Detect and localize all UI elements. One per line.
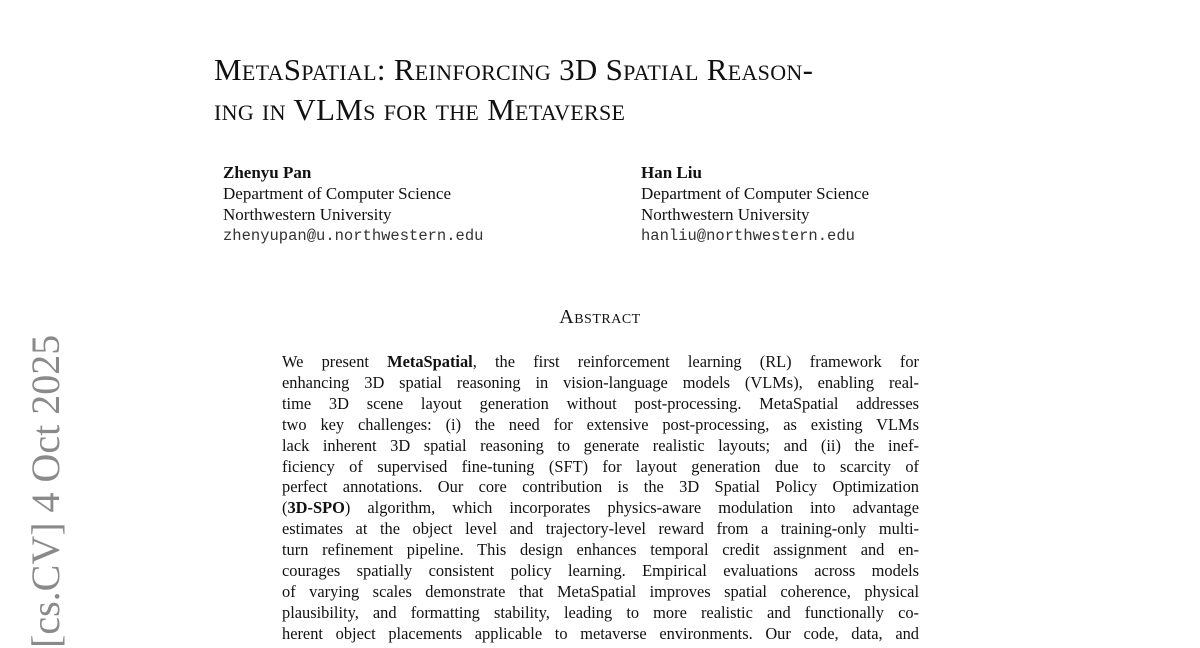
abstract-text: herent object placements applicable to metaverse environments. Our code, data, and: [282, 623, 919, 643]
abstract-line: [282, 373, 919, 394]
author-block-1: [223, 162, 483, 247]
abstract-text: ) algorithm, which incorporates physics-aware modulation into advantage: [344, 498, 919, 518]
author-email: zhenyupan@u.northwestern.edu: [223, 227, 484, 245]
abstract-text: (: [282, 498, 288, 518]
abstract-text: time 3D scene layout generation without post-processing. MetaSpatial addresses: [282, 393, 919, 413]
abstract-line: [282, 394, 919, 415]
abstract-line: [282, 457, 919, 478]
abstract-line: [282, 415, 919, 436]
abstract-line: [282, 477, 919, 498]
abstract-bold-term: MetaSpatial: [387, 352, 473, 371]
abstract-text: We present: [282, 352, 388, 371]
abstract-text: , the first reinforcement learning (RL) framework for: [472, 352, 919, 371]
arxiv-stamp: [cs.CV] 4 Oct 2025: [23, 334, 68, 648]
abstract-line: [282, 624, 919, 645]
abstract-line: [282, 436, 919, 457]
abstract-line: [282, 519, 919, 540]
abstract-line: [282, 561, 919, 582]
abstract-text: courages spatially consistent policy learning. Empirical evaluations across models: [282, 561, 919, 581]
abstract-line: [282, 540, 919, 561]
author-name: Zhenyu Pan: [223, 163, 312, 182]
author-block-2: [641, 162, 869, 247]
abstract-text: two key challenges: (i) the need for extensive post-processing, as existing VLMs: [282, 414, 919, 434]
abstract-text: of varying scales demonstrate that MetaSpatial improves spatial coherence, physical: [282, 581, 919, 601]
abstract-text: lack inherent 3D spatial reasoning to generate realistic layouts; and (ii) the inef-: [282, 435, 919, 455]
author-institution: Northwestern University: [641, 205, 810, 224]
author-name: Han Liu: [641, 163, 702, 182]
abstract-text: turn refinement pipeline. This design enhances temporal credit assignment and en-: [282, 540, 919, 560]
paper-title: [214, 50, 1034, 130]
abstract-line: [282, 498, 919, 519]
abstract-text: plausibility, and formatting stability, leading to more realistic and functionally co-: [282, 602, 919, 622]
abstract-line: [282, 582, 919, 603]
author-department: Department of Computer Science: [223, 184, 452, 203]
abstract-text: estimates at the object level and trajectory-level reward from a training-only multi-: [282, 519, 919, 539]
abstract-text: enhancing 3D spatial reasoning in vision-language models (VLMs), enabling real-: [282, 372, 919, 392]
title-line-2: ing in VLMs for the Metaverse: [214, 92, 626, 127]
author-email: hanliu@northwestern.edu: [641, 227, 855, 245]
abstract-line: [282, 603, 919, 624]
abstract-bold-term: 3D-SPO: [287, 498, 345, 518]
abstract-heading: Abstract: [559, 306, 641, 328]
abstract-text: ficiency of supervised fine-tuning (SFT) for layout generation due to scarcity of: [282, 456, 919, 476]
abstract-line: [282, 352, 919, 373]
author-institution: Northwestern University: [223, 205, 392, 224]
title-line-1: MetaSpatial: Reinforcing 3D Spatial Reason-: [214, 52, 814, 87]
abstract-text: perfect annotations. Our core contribution is the 3D Spatial Policy Optimization: [282, 477, 919, 497]
author-department: Department of Computer Science: [641, 184, 870, 203]
abstract-body: [282, 352, 919, 645]
